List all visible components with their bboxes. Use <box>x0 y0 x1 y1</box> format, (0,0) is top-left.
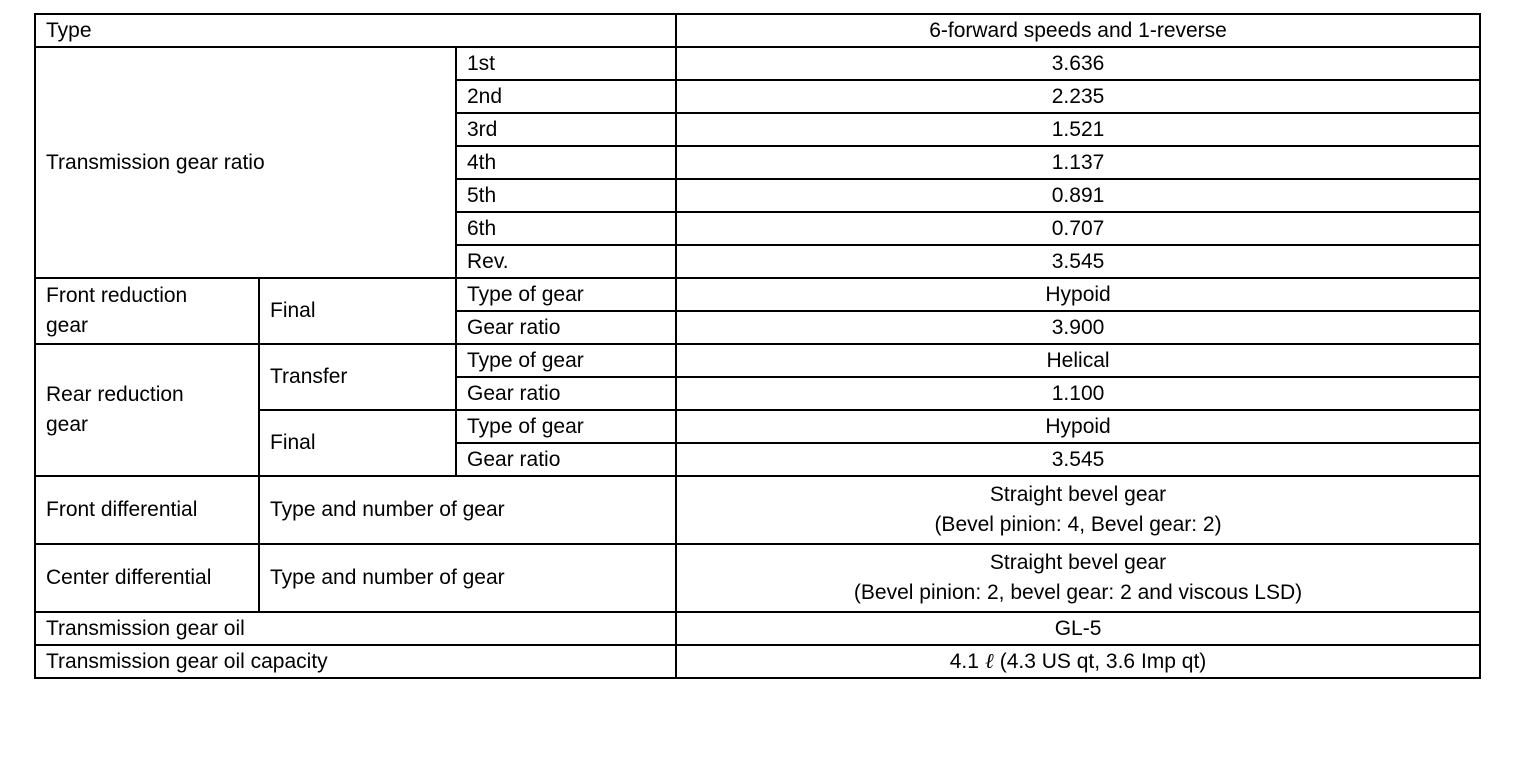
gear-value-cell <box>676 212 1480 245</box>
gear-name-1st: 1st <box>467 51 496 75</box>
rear-transfer-ratio-value-cell <box>676 377 1480 410</box>
gear-name-cell <box>456 245 676 278</box>
center-differential-sub-label-cell <box>259 544 676 612</box>
rear-transfer-label-cell <box>259 344 456 410</box>
front-reduction-label-cell <box>35 278 259 344</box>
rear-final-label: Final <box>270 431 316 454</box>
gear-value-cell <box>676 245 1480 278</box>
rear-transfer-type-label-cell <box>456 344 676 377</box>
gear-oil-value-cell <box>676 612 1480 645</box>
gear-oil-label-cell <box>35 612 676 645</box>
oil-capacity-label: Transmission gear oil capacity <box>46 649 328 673</box>
rear-final-ratio-value: 3.545 <box>1051 447 1105 471</box>
type-label: Type <box>46 18 92 42</box>
front-type-of-gear-label: Type of gear <box>467 282 584 306</box>
rear-final-ratio-label-cell <box>456 443 676 476</box>
gear-ratio-label-cell <box>35 47 456 278</box>
gear-value-6th: 0.707 <box>1051 216 1105 240</box>
rear-final-type-label: Type of gear <box>467 414 584 438</box>
gear-ratio-label: Transmission gear ratio <box>46 150 265 174</box>
gear-name-cell <box>456 80 676 113</box>
oil-capacity-label-cell <box>35 645 676 678</box>
gear-value-2nd: 2.235 <box>1051 84 1105 108</box>
rear-transfer-ratio-label: Gear ratio <box>467 381 561 405</box>
front-final-label-cell <box>259 278 456 344</box>
rear-final-ratio-label: Gear ratio <box>467 447 561 471</box>
table-row-gear-oil <box>35 612 1480 645</box>
table-row-center-differential <box>35 544 1480 612</box>
table-row-front-reduction-type <box>35 278 1480 311</box>
gear-name-rev: Rev. <box>467 249 509 273</box>
gear-value-3rd: 1.521 <box>1051 117 1105 141</box>
gear-name-cell <box>456 212 676 245</box>
rear-reduction-label-cell <box>35 344 259 476</box>
rear-transfer-type-value: Helical <box>1046 348 1110 372</box>
table-row-oil-capacity <box>35 645 1480 678</box>
gear-name-2nd: 2nd <box>467 84 503 108</box>
type-label-cell <box>35 14 676 47</box>
rear-final-type-value: Hypoid <box>1045 414 1111 438</box>
center-differential-value-cell <box>676 544 1480 612</box>
gear-name-6th: 6th <box>467 216 497 240</box>
rear-reduction-label-line1: Rear reduction <box>46 383 184 406</box>
front-differential-sub-label: Type and number of gear <box>270 498 505 521</box>
front-gear-ratio-label: Gear ratio <box>467 315 561 339</box>
oil-capacity-number: 4.1 <box>949 650 979 673</box>
center-differential-value-line2: (Bevel pinion: 2, bevel gear: 2 and viscous LSD) <box>853 581 1303 604</box>
gear-name-cell <box>456 47 676 80</box>
front-gear-ratio-value-cell <box>676 311 1480 344</box>
gear-name-cell <box>456 179 676 212</box>
gear-name-5th: 5th <box>467 183 497 207</box>
gear-value-1st: 3.636 <box>1051 51 1105 75</box>
gear-value-cell <box>676 113 1480 146</box>
gear-value-4th: 1.137 <box>1051 150 1105 174</box>
gear-value-cell <box>676 179 1480 212</box>
front-differential-value-line1: Straight bevel gear <box>989 483 1167 506</box>
oil-capacity-value-cell <box>676 645 1480 678</box>
table-row-type <box>35 14 1480 47</box>
gear-value-5th: 0.891 <box>1051 183 1105 207</box>
specification-table <box>34 13 1481 679</box>
gear-value-cell <box>676 80 1480 113</box>
front-gear-ratio-label-cell <box>456 311 676 344</box>
center-differential-sub-label: Type and number of gear <box>270 566 505 589</box>
rear-transfer-type-label: Type of gear <box>467 348 584 372</box>
rear-final-label-cell <box>259 410 456 476</box>
gear-name-cell <box>456 146 676 179</box>
front-differential-value-cell <box>676 476 1480 544</box>
front-type-of-gear-value: Hypoid <box>1045 282 1111 306</box>
type-value: 6-forward speeds and 1-reverse <box>929 18 1227 42</box>
rear-final-type-value-cell <box>676 410 1480 443</box>
front-differential-value-line2: (Bevel pinion: 4, Bevel gear: 2) <box>934 513 1222 536</box>
rear-final-type-label-cell <box>456 410 676 443</box>
gear-value-cell <box>676 47 1480 80</box>
center-differential-value-line1: Straight bevel gear <box>989 551 1167 574</box>
rear-reduction-label-line2: gear <box>46 413 89 436</box>
center-differential-label-cell <box>35 544 259 612</box>
front-type-of-gear-value-cell <box>676 278 1480 311</box>
front-gear-ratio-value: 3.900 <box>1051 315 1105 339</box>
table-row-rear-transfer-type <box>35 344 1480 377</box>
type-value-cell <box>676 14 1480 47</box>
front-reduction-label-line1: Front reduction <box>46 284 188 307</box>
rear-transfer-type-value-cell <box>676 344 1480 377</box>
gear-oil-label: Transmission gear oil <box>46 616 245 640</box>
rear-transfer-label: Transfer <box>270 365 348 388</box>
front-differential-label-cell <box>35 476 259 544</box>
gear-value-cell <box>676 146 1480 179</box>
front-differential-sub-label-cell <box>259 476 676 544</box>
rear-transfer-ratio-label-cell <box>456 377 676 410</box>
center-differential-label: Center differential <box>46 566 212 589</box>
rear-final-ratio-value-cell <box>676 443 1480 476</box>
front-final-label: Final <box>270 299 316 322</box>
gear-name-3rd: 3rd <box>467 117 498 141</box>
front-type-of-gear-label-cell <box>456 278 676 311</box>
gear-name-4th: 4th <box>467 150 497 174</box>
rear-transfer-ratio-value: 1.100 <box>1051 381 1105 405</box>
front-differential-label: Front differential <box>46 498 198 521</box>
front-reduction-label-line2: gear <box>46 314 89 337</box>
oil-capacity-rest: (4.3 US qt, 3.6 Imp qt) <box>999 650 1207 673</box>
gear-name-cell <box>456 113 676 146</box>
litre-symbol: ℓ <box>984 649 994 673</box>
gear-value-rev: 3.545 <box>1051 249 1105 273</box>
gear-oil-value: GL-5 <box>1054 616 1102 640</box>
table-row-gear-1st <box>35 47 1480 80</box>
table-row-front-differential <box>35 476 1480 544</box>
